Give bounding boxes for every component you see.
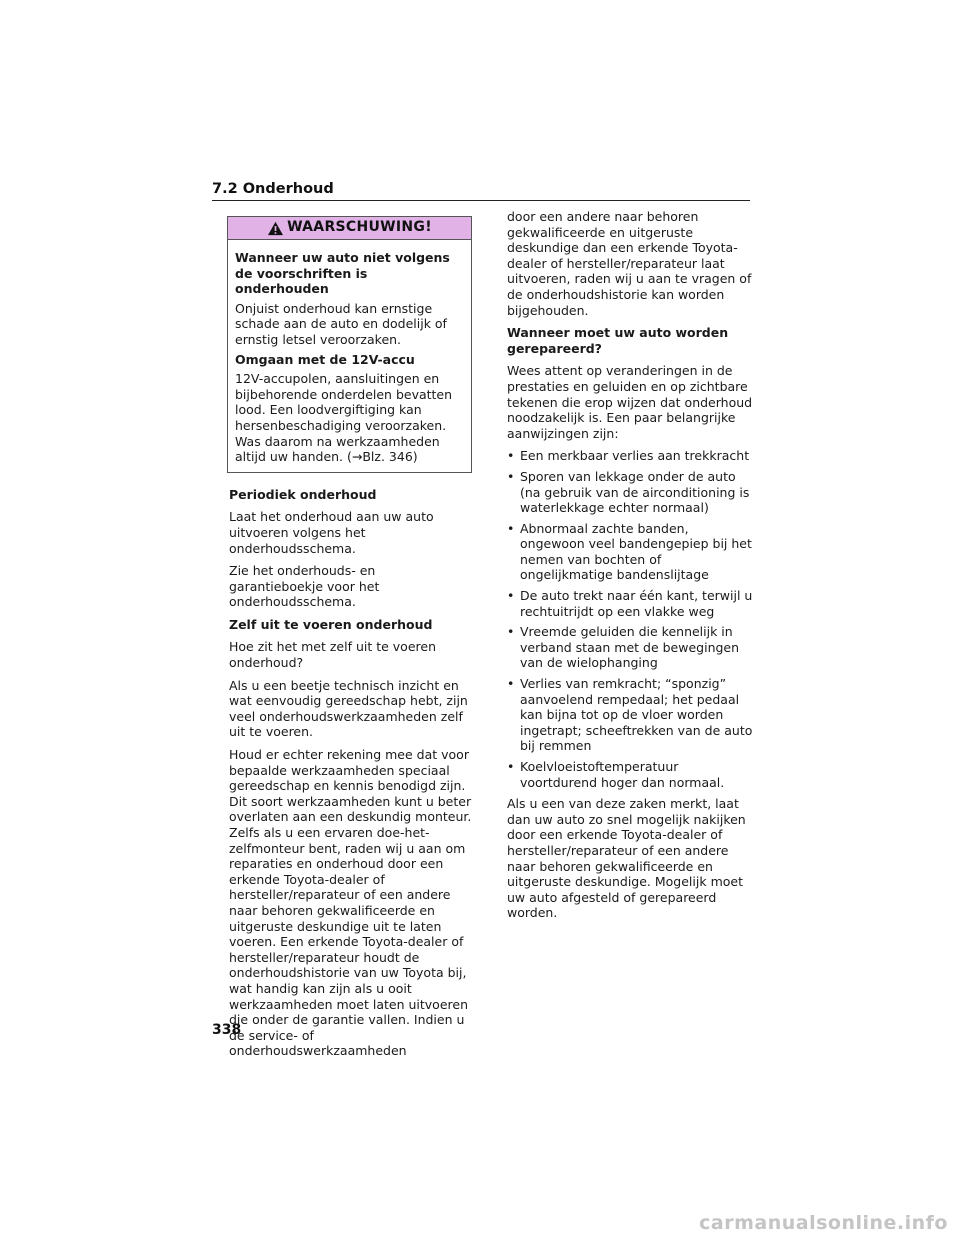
right-column — [507, 209, 757, 928]
paragraph: Houd er echter rekening mee dat voor bepaalde werkzaamheden speciaal gereedschap en kennis benodigd zijn. Dit soort werkzaamheden kunt u beter overlaten aan een deskundig monteur. Zelfs als u een ervaren doe-het-zelfmonteur bent, raden wij u aan om reparaties en onderhoud door een erkende Toyota-dealer of hersteller/reparateur of een andere naar behoren gekwalificeerde en uitgeruste deskundige uit te laten voeren. Een erkende Toyota-dealer of hersteller/reparateur houdt de onderhoudshistorie van uw Toyota bij, wat handig kan zijn als u ooit werkzaamheden moet laten uitvoeren die onder de garantie vallen. Indien u de service- of onderhoudswerkzaamheden — [229, 747, 472, 1059]
list-item: • Koelvloeistoftemperatuur voortdurend hoger dan normaal. — [507, 759, 757, 790]
watermark: carmanualsonline.info — [699, 1212, 948, 1234]
section-title: 7.2 Onderhoud — [212, 181, 334, 197]
warning-box — [227, 216, 472, 473]
paragraph: Als u een beetje technisch inzicht en wat eenvoudig gereedschap hebt, zijn veel onderhoudswerkzaamheden zelf uit te voeren. — [229, 677, 468, 740]
list-item: • Vreemde geluiden die kennelijk in verband staan met de bewegingen van de wielophanging — [507, 624, 757, 671]
left-column — [229, 216, 472, 1066]
warning-label: WAARSCHUWING! — [287, 219, 432, 236]
self-maintenance-heading: Zelf uit te voeren onderhoud — [229, 616, 433, 632]
paragraph: Zie het onderhouds- en garantieboekje voor het onderhoudsschema. — [229, 563, 380, 610]
warning-body — [228, 240, 471, 472]
list-item: • Abnormaal zachte banden, ongewoon veel bandengepiep bij het nemen van bochten of ongelijkmatige bandenslijtage — [507, 521, 757, 583]
list-item: • Sporen van lekkage onder de auto (na gebruik van de airconditioning is waterlekkage echter normaal) — [507, 469, 757, 516]
symptom-list — [507, 448, 757, 790]
section-header — [212, 178, 750, 201]
warning-triangle-icon — [267, 221, 284, 236]
list-item: • Een merkbaar verlies aan trekkracht — [507, 448, 757, 464]
paragraph: door een andere naar behoren gekwalificeerde en uitgeruste deskundige dan een erkende Toyota-dealer of hersteller/reparateur laat uitvoeren, raden wij u aan te vragen of de onderhoudshistorie kan worden bijgehouden. — [507, 209, 752, 318]
paragraph: Wees attent op veranderingen in de prestaties en geluiden en op zichtbare tekenen die erop wijzen dat onderhoud noodzakelijk is. Een paar belangrijke aanwijzingen zijn: — [507, 363, 753, 441]
warning-heading: Wanneer uw auto niet volgens de voorschriften is onderhouden — [235, 250, 450, 297]
paragraph: Als u een van deze zaken merkt, laat dan uw auto zo snel mogelijk nakijken door een erkende Toyota-dealer of hersteller/reparateur of een andere naar behoren gekwalificeerde en uitgeruste deskundige. Mogelijk moet uw auto afgesteld of gerepareerd worden. — [507, 796, 746, 921]
warning-heading: Omgaan met de 12V-accu — [235, 351, 415, 367]
paragraph: Hoe zit het met zelf uit te voeren onderhoud? — [229, 639, 436, 671]
page-number: 338 — [212, 1022, 242, 1038]
warning-text: Onjuist onderhoud kan ernstige schade aan de auto en dodelijk of ernstig letsel veroorzaken. — [235, 300, 447, 347]
repair-heading: Wanneer moet uw auto worden gerepareerd? — [507, 325, 729, 356]
warning-text: 12V-accupolen, aansluitingen en bijbehorende onderdelen bevatten lood. Een loodvergiftiging kan hersenbeschadiging veroorzaken. Was daarom na werkzaamheden altijd uw handen. (→Blz. 346) — [235, 371, 453, 465]
periodic-maintenance-heading: Periodiek onderhoud — [229, 486, 377, 502]
list-item: • De auto trekt naar één kant, terwijl u rechtuitrijdt op een vlakke weg — [507, 588, 757, 619]
paragraph: Laat het onderhoud aan uw auto uitvoeren volgens het onderhoudsschema. — [229, 509, 434, 556]
list-item: • Verlies van remkracht; “sponzig” aanvoelend rempedaal; het pedaal kan bijna tot op de vloer worden ingetrapt; scheeftrekken van de auto bij remmen — [507, 676, 757, 754]
warning-header — [228, 217, 471, 240]
